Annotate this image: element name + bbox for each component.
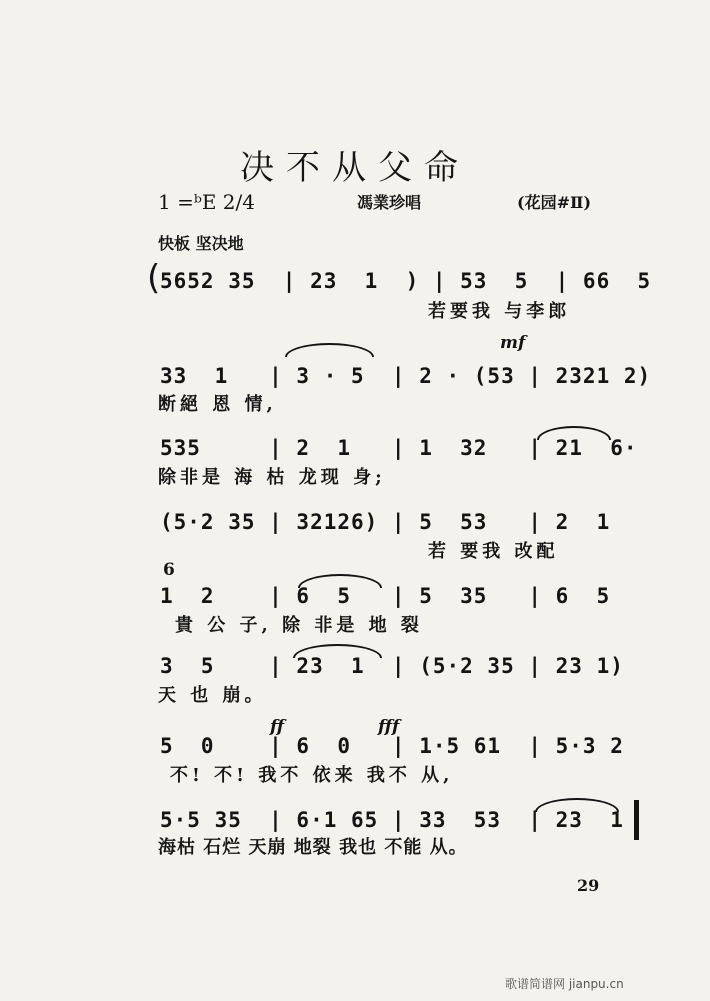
notes-line-2: 33 1 | 3 · 5 | 2 · (53 | 2321 2) <box>160 364 652 388</box>
watermark: 歌谱简谱网 jianpu.cn <box>505 977 624 991</box>
notes-line-3: 535 | 2 1 | 1 32 | 21 6· <box>160 436 638 460</box>
slur <box>285 343 374 357</box>
lyrics-line-7: 不! 不! 我不 依来 我不 从, <box>170 765 454 786</box>
notes-line-1: 5652 35 | 23 1 ) | 53 5 | 66 5 <box>160 269 652 293</box>
final-barline <box>634 800 639 840</box>
notes-line-7: 5 0 | 6 0 | 1·5 61 | 5·3 2 <box>160 734 624 758</box>
lyrics-line-3: 除非是 海 枯 龙现 身; <box>158 467 386 488</box>
notes-line-4: (5·2 35 | 32126) | 5 53 | 2 1 <box>160 510 611 534</box>
lyrics-line-2: 断絕 恩 情, <box>158 394 277 415</box>
grace-note: 6 <box>163 560 175 580</box>
page-number: 29 <box>577 876 600 895</box>
notes-line-8: 5·5 35 | 6·1 65 | 33 53 | 23 1 <box>160 808 624 832</box>
repeat-paren-open: ( <box>147 258 161 298</box>
song-title: 决不从父命 <box>240 148 470 188</box>
dynamic-mf: mf <box>500 333 526 353</box>
lyrics-line-8: 海枯 石烂 天崩 地裂 我也 不能 从。 <box>158 837 468 858</box>
tempo-marking: 快板 坚决地 <box>158 234 244 253</box>
dynamic-ff: ff <box>270 717 285 737</box>
lyrics-line-1: 若要我 与李郎 <box>428 301 571 322</box>
singer-credit: 馮業珍唱 <box>357 193 422 212</box>
notes-line-6: 3 5 | 23 1 | (5·2 35 | 23 1) <box>160 654 624 678</box>
lyrics-line-6: 天 也 崩。 <box>158 685 267 706</box>
lyrics-line-5: 貴 公 子, 除 非是 地 裂 <box>175 615 423 636</box>
key-signature: 1 =ᵇE 2/4 <box>158 190 255 214</box>
notes-line-5: 1 2 | 6 5 | 5 35 | 6 5 <box>160 584 611 608</box>
source-note: (花园#Ⅱ) <box>517 193 592 212</box>
dynamic-fff: fff <box>378 717 400 737</box>
lyrics-line-4: 若 要我 改配 <box>428 541 559 562</box>
